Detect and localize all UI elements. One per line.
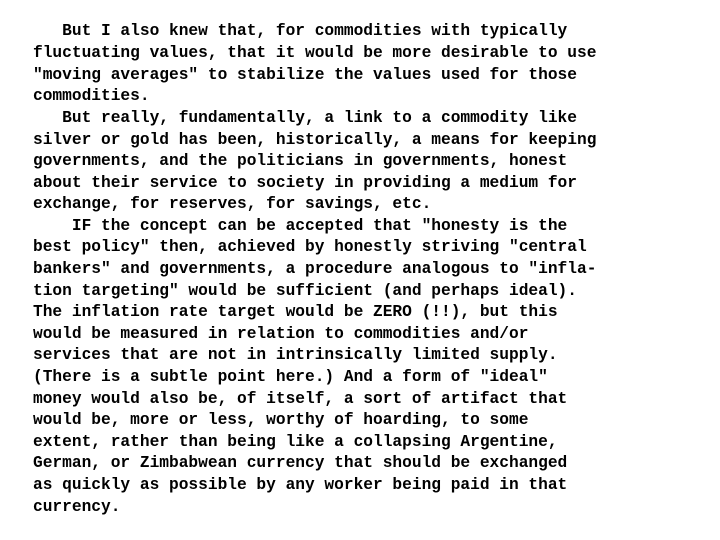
text-line: money would also be, of itself, a sort of artifact that: [33, 390, 568, 408]
text-line: But really, fundamentally, a link to a commodity like: [33, 109, 577, 127]
text-line: silver or gold has been, historically, a means for keeping: [33, 131, 597, 149]
text-line: would be measured in relation to commodities and/or: [33, 325, 529, 343]
text-line: currency.: [33, 498, 121, 516]
text-line: about their service to society in providing a medium for: [33, 174, 577, 192]
text-line: extent, rather than being like a collapsing Argentine,: [33, 433, 558, 451]
text-line: tion targeting" would be sufficient (and perhaps ideal).: [33, 282, 577, 300]
text-line: (There is a subtle point here.) And a form of "ideal": [33, 368, 548, 386]
text-line: But I also knew that, for commodities with typically: [33, 22, 568, 40]
text-line: exchange, for reserves, for savings, etc.: [33, 195, 432, 213]
text-line: IF the concept can be accepted that "honesty is the: [33, 217, 568, 235]
text-line: commodities.: [33, 87, 150, 105]
text-line: would be, more or less, worthy of hoarding, to some: [33, 411, 529, 429]
text-line: fluctuating values, that it would be more desirable to use: [33, 44, 597, 62]
text-line: The inflation rate target would be ZERO (!!), but this: [33, 303, 558, 321]
text-line: German, or Zimbabwean currency that should be exchanged: [33, 454, 568, 472]
text-line: best policy" then, achieved by honestly striving "central: [33, 238, 587, 256]
text-line: bankers" and governments, a procedure analogous to "infla-: [33, 260, 597, 278]
text-line: "moving averages" to stabilize the values used for those: [33, 66, 577, 84]
text-line: governments, and the politicians in governments, honest: [33, 152, 568, 170]
text-line: services that are not in intrinsically limited supply.: [33, 346, 558, 364]
text-line: as quickly as possible by any worker being paid in that: [33, 476, 568, 494]
